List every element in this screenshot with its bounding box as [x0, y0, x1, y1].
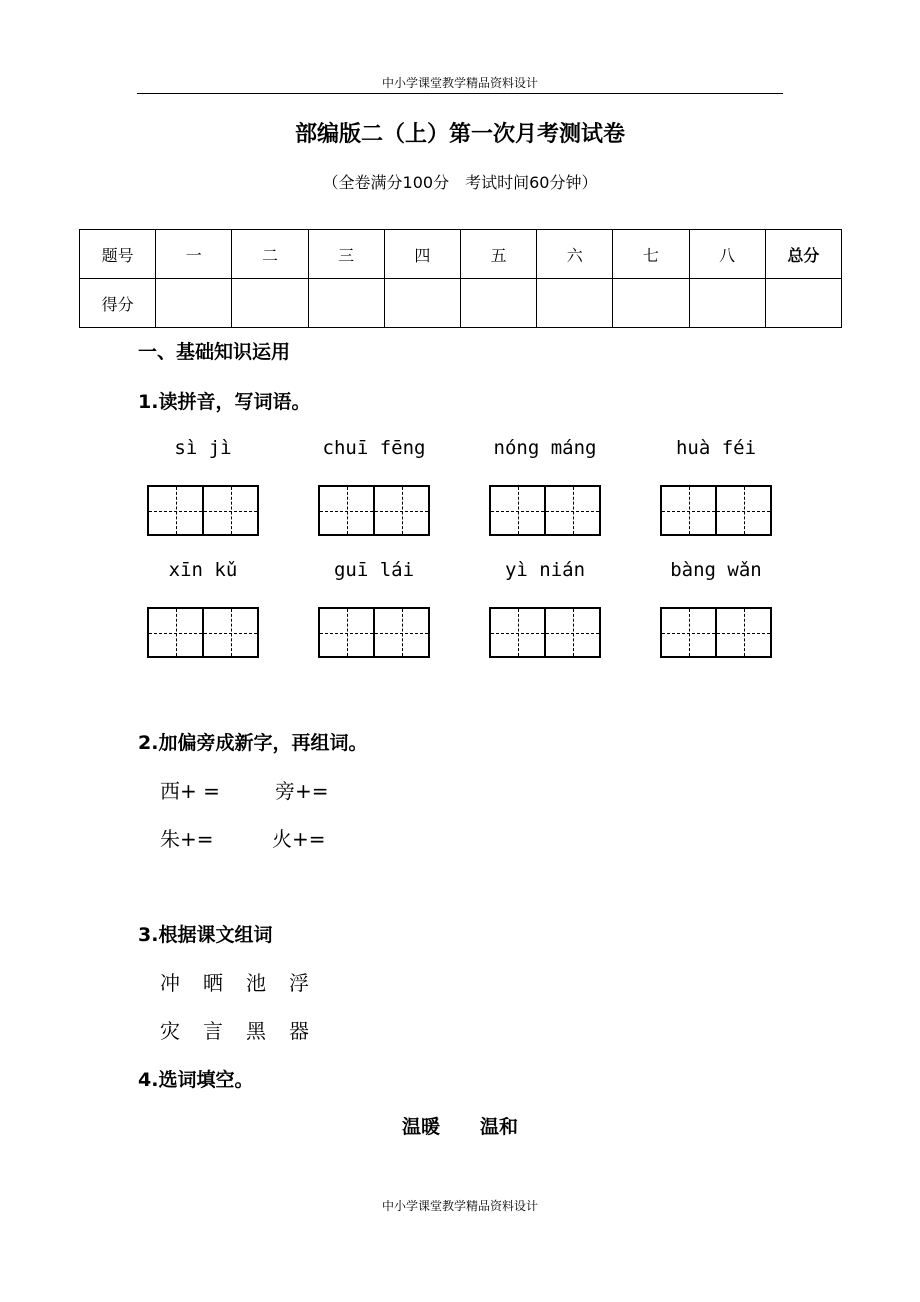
char-item: 池 — [246, 971, 266, 995]
header-rule — [137, 93, 783, 94]
grid-cell[interactable] — [204, 487, 257, 534]
writing-grid[interactable] — [660, 485, 772, 536]
word-option: 温和 — [480, 1116, 519, 1138]
grid-cell[interactable] — [375, 487, 428, 534]
score-cell: 八 — [689, 230, 765, 279]
score-cell: 六 — [537, 230, 613, 279]
char-item: 浮 — [289, 971, 309, 995]
writing-grid[interactable] — [318, 485, 430, 536]
pinyin-label: bàng wǎn — [670, 559, 762, 581]
score-cell: 三 — [308, 230, 384, 279]
grid-cell[interactable] — [717, 609, 770, 656]
grid-cell[interactable] — [149, 609, 204, 656]
word-options — [0, 1112, 920, 1139]
char-item: 言 — [203, 1019, 223, 1043]
score-cell: 四 — [384, 230, 460, 279]
score-table-header-row — [80, 230, 842, 279]
page-subtitle: （全卷满分100分 考试时间60分钟） — [322, 173, 598, 192]
score-cell: 一 — [156, 230, 232, 279]
char-item: 晒 — [203, 971, 223, 995]
char-row — [160, 967, 332, 996]
score-input-cell[interactable] — [765, 279, 841, 328]
grid-cell[interactable] — [662, 609, 717, 656]
char-item: 器 — [289, 1019, 309, 1043]
score-input-cell[interactable] — [460, 279, 536, 328]
grid-cell[interactable] — [662, 487, 717, 534]
char-row — [160, 1015, 332, 1044]
grid-cell[interactable] — [717, 487, 770, 534]
grid-cell[interactable] — [546, 609, 599, 656]
grid-cell[interactable] — [320, 609, 375, 656]
radical-item: 旁+= — [275, 779, 329, 803]
score-input-cell[interactable] — [689, 279, 765, 328]
score-input-cell[interactable] — [156, 279, 232, 328]
pinyin-label: huà féi — [675, 437, 757, 459]
question-3-title: 3.根据课文组词 — [138, 924, 273, 946]
writing-grid[interactable] — [147, 607, 259, 658]
section-1-title: 一、基础知识运用 — [138, 341, 291, 363]
page-footer: 中小学课堂教学精品资料设计 — [381, 1199, 538, 1213]
grid-cell[interactable] — [320, 487, 375, 534]
grid-cell[interactable] — [204, 609, 257, 656]
grid-cell[interactable] — [491, 609, 546, 656]
score-cell-label: 题号 — [80, 230, 156, 279]
grid-cell[interactable] — [375, 609, 428, 656]
pinyin-label: nóng máng — [493, 437, 597, 459]
pinyin-label: yì nián — [504, 559, 586, 581]
pinyin-label: sì jì — [174, 437, 232, 459]
score-input-cell[interactable] — [537, 279, 613, 328]
char-item: 灾 — [160, 1019, 180, 1043]
score-table — [79, 229, 842, 328]
score-cell: 五 — [460, 230, 536, 279]
pinyin-label: guī lái — [333, 559, 415, 581]
radical-item: 朱+= — [160, 827, 214, 851]
char-item: 黑 — [246, 1019, 266, 1043]
radical-item: 西+ = — [160, 779, 220, 803]
radical-item: 火+= — [272, 827, 326, 851]
score-table-score-row — [80, 279, 842, 328]
question-4-title: 4.选词填空。 — [138, 1069, 254, 1091]
page-title: 部编版二（上）第一次月考测试卷 — [294, 122, 625, 147]
score-cell-total: 总分 — [765, 230, 841, 279]
char-item: 冲 — [160, 971, 180, 995]
score-cell: 二 — [232, 230, 308, 279]
pinyin-label: chuī fēng — [322, 437, 426, 459]
page-header: 中小学课堂教学精品资料设计 — [381, 76, 538, 90]
score-input-cell[interactable] — [308, 279, 384, 328]
question-1-title: 1.读拼音，写词语。 — [138, 391, 311, 413]
score-input-cell[interactable] — [384, 279, 460, 328]
writing-grid[interactable] — [147, 485, 259, 536]
question-2-title: 2.加偏旁成新字，再组词。 — [138, 732, 368, 754]
word-option: 温暖 — [401, 1116, 440, 1138]
writing-grid[interactable] — [660, 607, 772, 658]
score-input-cell[interactable] — [613, 279, 689, 328]
grid-cell[interactable] — [149, 487, 204, 534]
grid-cell[interactable] — [491, 487, 546, 534]
score-cell-label: 得分 — [80, 279, 156, 328]
writing-grid[interactable] — [489, 485, 601, 536]
grid-cell[interactable] — [546, 487, 599, 534]
writing-grid[interactable] — [489, 607, 601, 658]
score-input-cell[interactable] — [232, 279, 308, 328]
writing-grid[interactable] — [318, 607, 430, 658]
score-cell: 七 — [613, 230, 689, 279]
pinyin-label: xīn kǔ — [168, 559, 238, 581]
